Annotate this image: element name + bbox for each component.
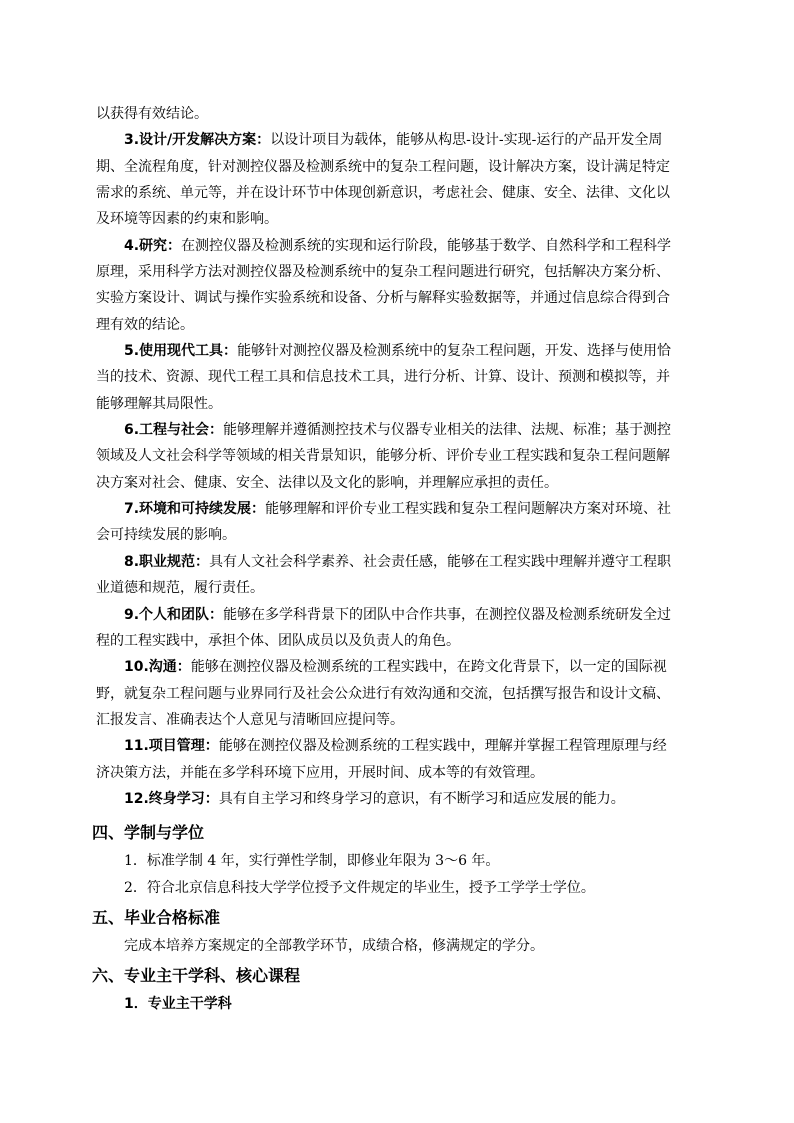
item-text: 具有自主学习和终身学习的意识，有不断学习和适应发展的能力。 xyxy=(218,791,625,807)
item-text: 能够理解和评价专业工程实践和复杂工程问题解决方案对环境、社 xyxy=(265,501,672,517)
paragraph-line: 领域及人文社会科学等领域的相关背景知识，能够分析、评价专业工程实践和复杂工程问题解 xyxy=(96,448,670,464)
item-label: 11.项目管理： xyxy=(124,738,219,754)
paragraph-line: 济决策方法，并能在多学科环境下应用，开展时间、成本等的有效管理。 xyxy=(96,765,544,781)
item-first-line xyxy=(124,737,667,755)
paragraph-line: 会可持续发展的影响。 xyxy=(96,527,236,543)
paragraph-line: 当的技术、资源、现代工程工具和信息技术工具，进行分析、计算、设计、预测和模拟等，并 xyxy=(96,369,670,385)
section-heading: 四、学制与学位 xyxy=(92,823,205,842)
paragraph-line: 业道德和规范，履行责任。 xyxy=(96,580,264,596)
item-first-line xyxy=(124,342,671,360)
item-first-line xyxy=(124,553,671,571)
item-first-line xyxy=(124,658,667,676)
paragraph-line: 完成本培养方案规定的全部教学环节，成绩合格，修满规定的学分。 xyxy=(124,938,544,954)
paragraph-line: 及环境等因素的约束和影响。 xyxy=(96,211,278,227)
item-first-line xyxy=(124,790,625,808)
item-text: 能够在多学科背景下的团队中合作共事，在测控仪器及检测系统研发全过 xyxy=(223,607,672,623)
paragraph-line: 以获得有效结论。 xyxy=(96,106,208,122)
paragraph-line: 实验方案设计、调试与操作实验系统和设备、分析与解释实验数据等，并通过信息综合得到合 xyxy=(96,290,670,306)
section-heading: 六、专业主干学科、核心课程 xyxy=(92,966,301,985)
item-text: 能够在测控仪器及检测系统的工程实践中，在跨文化背景下，以一定的国际视 xyxy=(190,659,667,675)
item-label: 12.终身学习： xyxy=(124,791,219,807)
item-first-line xyxy=(124,131,662,149)
paragraph-line: 理有效的结论。 xyxy=(96,317,194,333)
paragraph-line: 期、全流程角度，针对测控仪器及检测系统中的复杂工程问题，设计解决方案，设计满足特定 xyxy=(96,159,670,175)
item-label: 6.工程与社会： xyxy=(124,422,224,438)
paragraph-line: 原理，采用科学方法对测控仪器及检测系统中的复杂工程问题进行研究，包括解决方案分析、 xyxy=(96,264,670,280)
item-label: 9.个人和团队： xyxy=(124,607,224,623)
paragraph-line: 汇报发言、准确表达个人意见与清晰回应提问等。 xyxy=(96,712,404,728)
item-text: 能够在测控仪器及检测系统的工程实践中，理解并掌握工程管理原理与经 xyxy=(218,738,667,754)
section-heading: 五、毕业合格标准 xyxy=(92,908,221,927)
item-text: 能够针对测控仪器及检测系统中的复杂工程问题，开发、选择与使用恰 xyxy=(237,343,672,359)
item-first-line xyxy=(124,237,671,255)
item-label: 8.职业规范： xyxy=(124,554,210,570)
paragraph-line: 程的工程实践中，承担个体、团队成员以及负责人的角色。 xyxy=(96,633,460,649)
item-first-line xyxy=(124,500,671,518)
item-first-line xyxy=(124,606,671,624)
item-first-line xyxy=(124,421,671,439)
paragraph-line: 需求的系统、单元等，并在设计环节中体现创新意识，考虑社会、健康、安全、法律、文化以 xyxy=(96,185,670,201)
paragraph-line: 野，就复杂工程问题与业界同行及社会公众进行有效沟通和交流，包括撰写报告和设计文稿、 xyxy=(96,686,670,702)
item-text: 具有人文社会科学素养、社会责任感，能够在工程实践中理解并遵守工程职 xyxy=(209,554,672,570)
item-label: 5.使用现代工具： xyxy=(124,343,238,359)
paragraph-line: 能够理解其局限性。 xyxy=(96,396,222,412)
item-label: 10.沟通： xyxy=(124,659,191,675)
item-text: 在测控仪器及检测系统的实现和运行阶段，能够基于数学、自然科学和工程科学 xyxy=(181,238,672,254)
subsection-heading: 1．专业主干学科 xyxy=(124,996,232,1012)
item-label: 7.环境和可持续发展： xyxy=(124,501,266,517)
item-text: 以设计项目为载体，能够从构思-设计-实现-运行的产品开发全周 xyxy=(270,132,663,148)
item-text: 能够理解并遵循测控技术与仪器专业相关的法律、法规、标准；基于测控 xyxy=(223,422,672,438)
item-label: 3.设计/开发解决方案： xyxy=(124,132,271,148)
paragraph-line: 1．标准学制 4 年，实行弹性学制，即修业年限为 3～6 年。 xyxy=(124,853,500,869)
paragraph-line: 2．符合北京信息科技大学学位授予文件规定的毕业生，授予工学学士学位。 xyxy=(124,880,595,896)
paragraph-line: 决方案对社会、健康、安全、法律以及文化的影响，并理解应承担的责任。 xyxy=(96,475,558,491)
item-label: 4.研究： xyxy=(124,238,182,254)
